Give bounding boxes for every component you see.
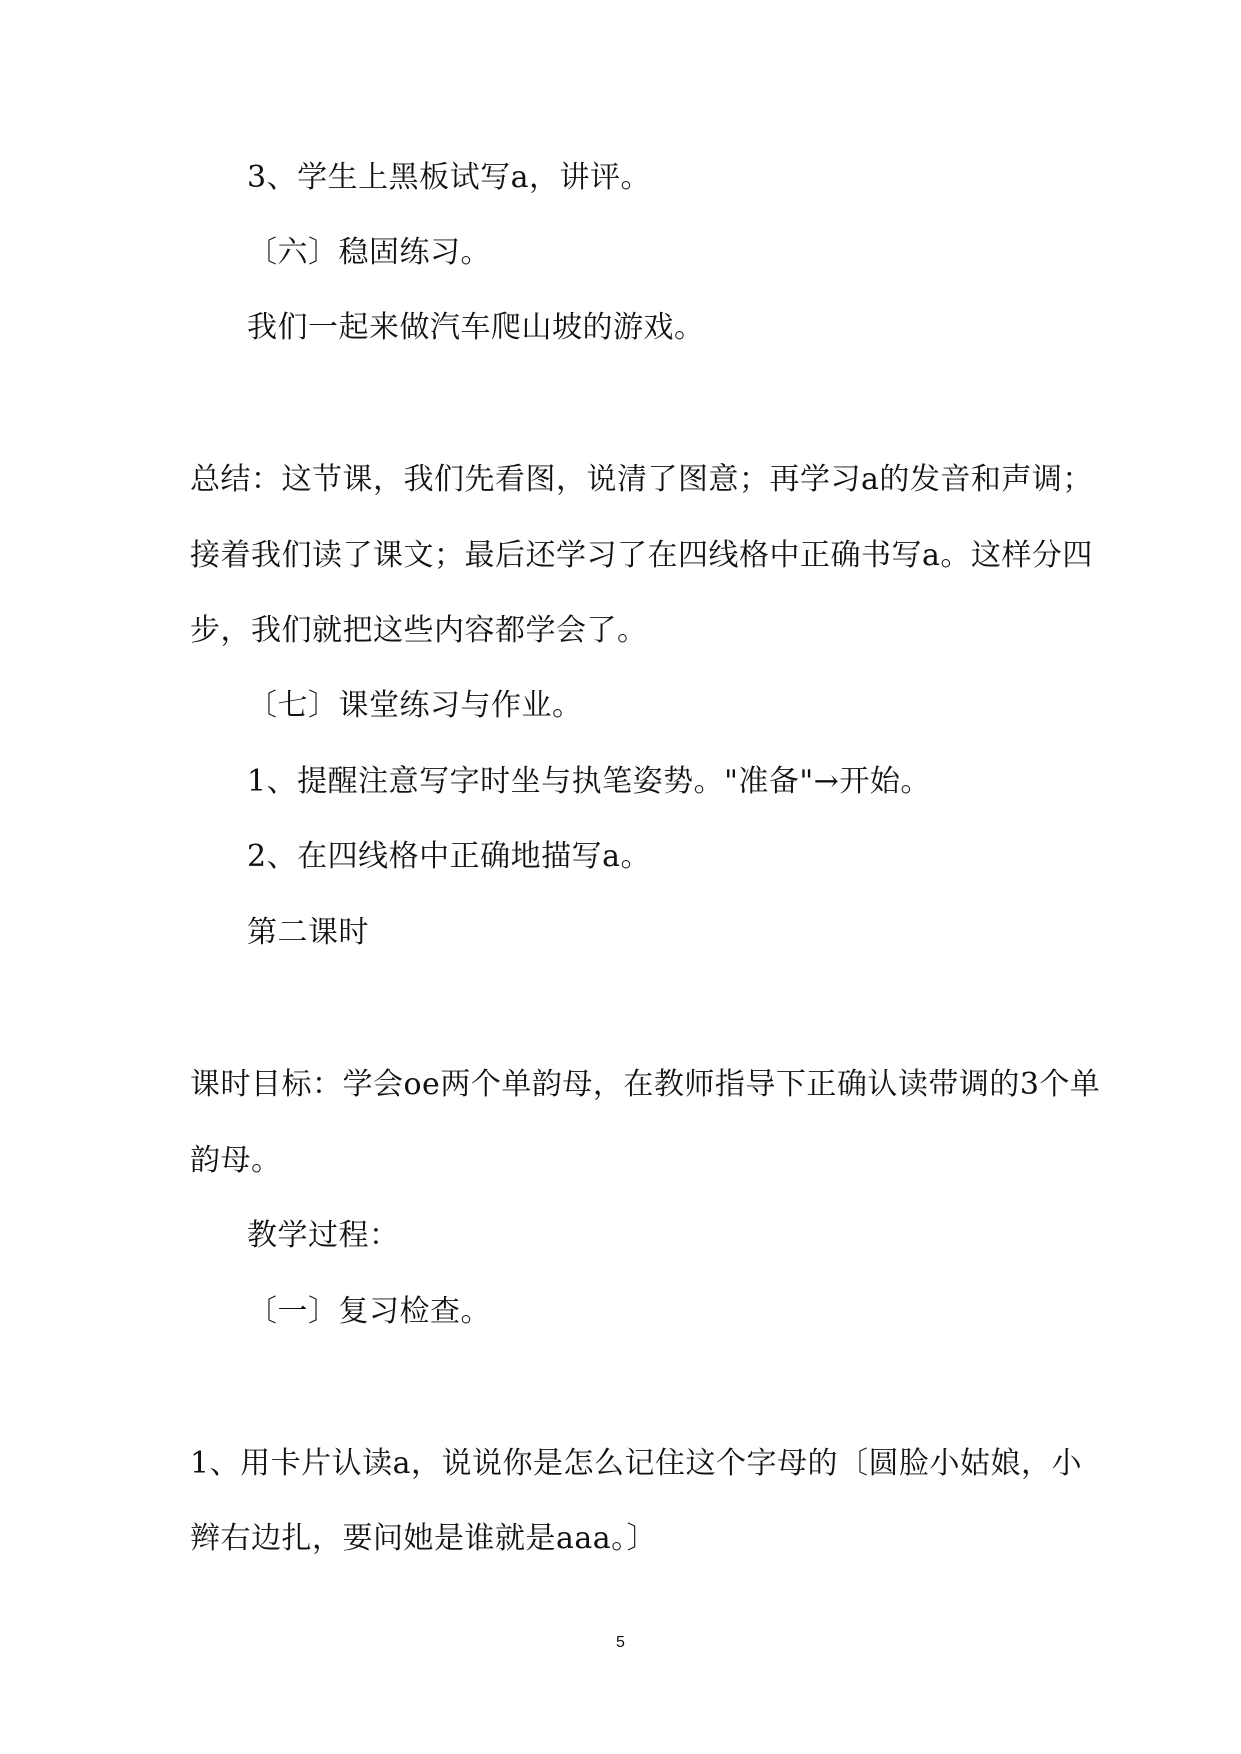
summary-line: 总结：这节课，我们先看图，说清了图意；再学习a的发音和声调；: [190, 462, 1093, 497]
objective-line: 课时目标：学会oe两个单韵母，在教师指导下正确认读带调的3个单: [190, 1067, 1101, 1102]
summary-line: 步，我们就把这些内容都学会了。: [190, 613, 648, 648]
summary-line: 接着我们读了课文；最后还学习了在四线格中正确书写a。这样分四: [190, 538, 1093, 573]
paragraph-line: 1、用卡片认读a，说说你是怎么记住这个字母的〔圆脸小姑娘，小: [190, 1446, 1082, 1481]
paragraph-line: 2、在四线格中正确地描写a。: [247, 839, 651, 874]
section-heading: 〔一〕复习检查。: [247, 1294, 491, 1329]
paragraph-line: 我们一起来做汽车爬山坡的游戏。: [247, 310, 705, 345]
process-heading: 教学过程：: [247, 1218, 400, 1253]
section-heading: 〔六〕稳固练习。: [247, 235, 491, 270]
lesson-heading: 第二课时: [247, 915, 369, 950]
page-number: 5: [616, 1634, 625, 1651]
paragraph-line: 辫右边扎，要问她是谁就是aaa。〕: [190, 1521, 658, 1556]
section-heading: 〔七〕课堂练习与作业。: [247, 688, 583, 723]
paragraph-line: 3、学生上黑板试写a，讲评。: [247, 160, 651, 195]
objective-line: 韵母。: [190, 1143, 282, 1178]
paragraph-line: 1、提醒注意写字时坐与执笔姿势。"准备"→开始。: [247, 764, 931, 799]
